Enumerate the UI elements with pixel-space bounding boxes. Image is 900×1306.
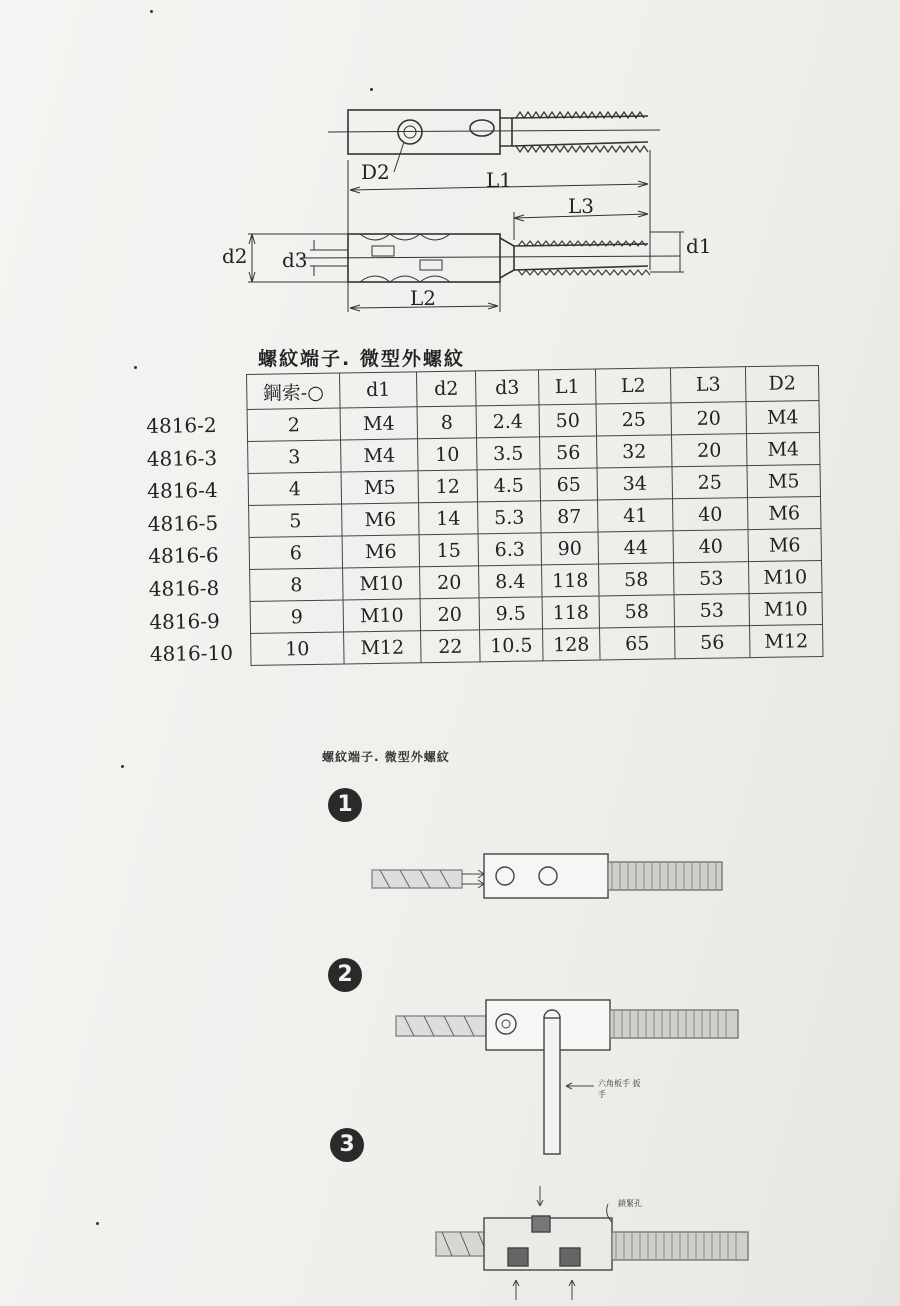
cell: 20 [420, 566, 479, 599]
cell: M4 [746, 401, 819, 434]
col-header: d3 [475, 370, 539, 406]
label-D2: D2 [361, 160, 390, 184]
cell: 34 [597, 467, 672, 500]
table-title: 螺紋端子. 微型外螺紋 [258, 348, 465, 370]
step3-note: 鎖緊孔 [618, 1199, 642, 1208]
part-number: 4816-9 [149, 608, 220, 634]
cell: 20 [671, 402, 746, 435]
cell: 15 [419, 534, 478, 567]
part-number: 4816-8 [148, 575, 220, 601]
part-number: 4816-10 [149, 640, 234, 667]
col-header: 鋼索-○ [247, 373, 341, 409]
cell: 4.5 [477, 469, 540, 502]
cell: 8.4 [479, 565, 542, 598]
col-header: L1 [538, 369, 596, 405]
cell: 118 [542, 596, 599, 629]
part-number: 4816-5 [147, 510, 219, 536]
cell: 3.5 [477, 437, 540, 470]
cell: 8 [250, 568, 343, 601]
col-header: L3 [670, 367, 746, 403]
cell: 56 [675, 626, 750, 659]
cell: M4 [746, 432, 819, 465]
cell: 44 [598, 531, 673, 564]
cell: 56 [540, 436, 597, 469]
cell: 40 [673, 498, 748, 531]
cell: 25 [672, 466, 747, 499]
cell: 25 [596, 403, 671, 436]
cell: 10 [418, 438, 477, 471]
label-L2: L2 [410, 286, 437, 310]
instructions-title: 螺紋端子. 微型外螺紋 [322, 750, 450, 764]
cell: 50 [539, 404, 596, 437]
cell: 10.5 [480, 629, 543, 662]
cell: 32 [597, 435, 672, 468]
cell: 10 [251, 632, 344, 665]
label-d2: d2 [222, 244, 248, 268]
part-number: 4816-6 [148, 543, 219, 569]
col-header: d1 [339, 372, 417, 408]
cell: 2 [247, 408, 340, 441]
step-number: 3 [330, 1128, 364, 1162]
cell: M6 [342, 503, 419, 536]
cell: M10 [749, 592, 822, 625]
part-number: 4816-3 [146, 445, 218, 471]
cell: M5 [747, 464, 820, 497]
step2-note: 六角板手 扳手 [598, 1079, 641, 1099]
cell: 53 [674, 562, 749, 595]
cell: 20 [420, 598, 479, 631]
part-number: 4816-2 [146, 412, 217, 438]
cell: M12 [344, 631, 421, 664]
cell: 87 [541, 500, 598, 533]
cell: 5.3 [478, 501, 541, 534]
part-number: 4816-4 [147, 478, 218, 504]
cell: 9.5 [479, 597, 542, 630]
col-header: d2 [416, 371, 476, 407]
cell: 14 [419, 502, 478, 535]
col-header: L2 [595, 368, 671, 404]
cell: 65 [600, 627, 675, 660]
cell: 58 [599, 595, 674, 628]
cell: 12 [418, 470, 477, 503]
label-d1: d1 [686, 234, 712, 258]
cell: 4 [248, 472, 341, 505]
step-number: 1 [328, 788, 362, 822]
cell: M4 [341, 439, 418, 472]
cell: 58 [599, 563, 674, 596]
cell: 8 [417, 406, 476, 439]
cell: 20 [672, 434, 747, 467]
step-number: 2 [328, 958, 362, 992]
cell: M12 [750, 624, 823, 657]
cell: 65 [540, 468, 597, 501]
cell: M10 [749, 560, 822, 593]
cell: M6 [342, 535, 419, 568]
cell: 3 [248, 440, 341, 473]
label-L1: L1 [486, 168, 513, 192]
cell: M4 [340, 407, 417, 440]
cell: M10 [343, 567, 420, 600]
cell: 6.3 [478, 533, 541, 566]
cell: M6 [748, 496, 821, 529]
label-L3: L3 [568, 194, 595, 218]
col-header: D2 [745, 366, 819, 402]
label-d3: d3 [282, 248, 308, 272]
cell: 2.4 [476, 405, 539, 438]
cell: 90 [541, 532, 598, 565]
cell: 41 [598, 499, 673, 532]
cell: 5 [249, 504, 342, 537]
cell: 22 [421, 630, 480, 663]
cell: 40 [673, 530, 748, 563]
cell: 6 [249, 536, 342, 569]
cell: M10 [343, 599, 420, 632]
cell: 9 [250, 600, 343, 633]
cell: 118 [542, 564, 599, 597]
cell: 53 [674, 594, 749, 627]
cell: 128 [543, 628, 600, 661]
cell: M5 [341, 471, 418, 504]
cell: M6 [748, 528, 821, 561]
